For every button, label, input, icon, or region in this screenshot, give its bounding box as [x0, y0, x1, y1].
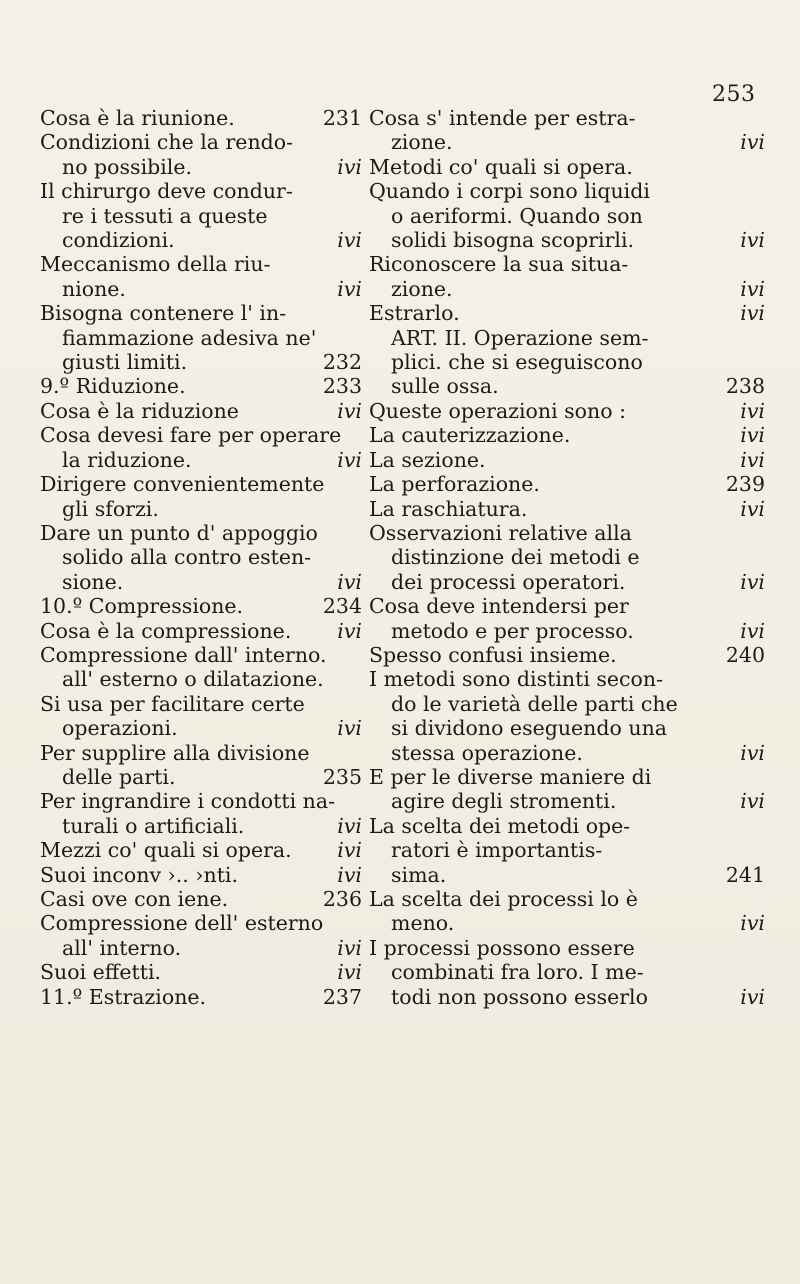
- index-entry-text: Estrarlo.: [369, 301, 460, 326]
- index-entry-text: Per supplire alla divisione: [40, 740, 310, 765]
- index-entry: [369, 667, 765, 691]
- index-entry-text: metodo e per processo.: [391, 618, 634, 643]
- index-entry: [40, 423, 362, 447]
- index-entry: [369, 130, 765, 154]
- index-entry: [40, 619, 362, 643]
- index-entry-text: Cosa è la riunione.: [40, 106, 235, 130]
- index-entry-text: sulle ossa.: [391, 374, 499, 399]
- index-entry-text: Compressione dell' esterno: [40, 911, 324, 936]
- index-entry-page-ref: ivi: [740, 618, 765, 643]
- index-entry: [369, 521, 765, 545]
- index-entry-text: La scelta dei processi lo è: [369, 887, 638, 911]
- index-entry-text: 9.º Riduzione.: [40, 374, 186, 399]
- index-entry-page-ref: ivi: [740, 301, 765, 326]
- index-entry-text: La raschiatura.: [369, 496, 528, 521]
- index-entry-page-ref: 238: [725, 374, 765, 399]
- index-entry: [40, 936, 362, 960]
- index-entry-text: turali o artificiali.: [62, 813, 245, 838]
- index-entry-text: Il chirurgo deve condur-: [40, 179, 293, 204]
- index-entry-page-ref: 239: [725, 472, 765, 497]
- index-entry: [369, 765, 765, 789]
- index-entry-text: Casi ove con iene.: [40, 887, 229, 911]
- index-entry-text: gli sforzi.: [62, 496, 159, 521]
- index-entry-text: La sezione.: [369, 447, 486, 472]
- index-entry-text: nione.: [62, 276, 126, 301]
- index-entry-text: I metodi sono distinti secon-: [369, 667, 663, 692]
- index-entry-page-ref: 235: [322, 764, 362, 789]
- index-entry-page-ref: ivi: [337, 960, 362, 985]
- index-entry-text: 10.º Compressione.: [40, 594, 244, 619]
- index-entry: [40, 545, 362, 569]
- index-entry: [40, 179, 362, 203]
- index-entry-text: no possibile.: [62, 154, 193, 179]
- index-entry-text: Compressione dall' interno.: [40, 642, 327, 667]
- index-entry-page-ref: ivi: [337, 276, 362, 301]
- index-entry-text: operazioni.: [62, 716, 178, 741]
- index-entry-text: all' interno.: [62, 935, 182, 960]
- index-entry-text: Cosa devesi fare per operare: [40, 423, 342, 448]
- index-entry: [369, 814, 765, 838]
- index-entry-page-ref: ivi: [337, 154, 362, 179]
- index-entry-page-ref: ivi: [740, 276, 765, 301]
- index-entry-text: zione.: [391, 130, 453, 155]
- index-entry: [40, 667, 362, 691]
- index-entry-text: do le varietà delle parti che: [391, 691, 678, 716]
- index-entry-text: fiammazione adesiva ne': [62, 325, 317, 350]
- index-entry: [40, 301, 362, 325]
- index-entry-text: Riconoscere la sua situa-: [369, 252, 629, 277]
- index-entry-page-ref: 233: [322, 374, 362, 399]
- index-entry-text: Osservazioni relative alla: [369, 520, 632, 545]
- index-entry-text: zione.: [391, 276, 453, 301]
- index-entry-text: Suoi inconv ›.. ›nti.: [40, 862, 239, 887]
- index-entry-text: 11.º Estrazione.: [40, 984, 207, 1009]
- index-entry: [40, 204, 362, 228]
- index-entry-text: giusti limiti.: [62, 350, 188, 375]
- index-entry: [369, 399, 765, 423]
- index-entry-text: solido alla contro esten-: [62, 545, 312, 570]
- index-entry-text: ratori è importantis-: [391, 838, 603, 863]
- index-entry-text: I processi possono essere: [369, 935, 635, 960]
- index-entry: [369, 985, 765, 1009]
- index-entry-text: ART. II. Operazione sem-: [391, 325, 649, 350]
- index-entry-text: Meccanismo della riu-: [40, 252, 271, 277]
- index-entry: [369, 936, 765, 960]
- index-entry: [40, 252, 362, 276]
- index-entry-text: la riduzione.: [62, 447, 192, 472]
- index-entry-text: Per ingrandire i condotti na-: [40, 789, 336, 814]
- index-entry: [369, 472, 765, 496]
- index-entry: [369, 448, 765, 472]
- index-entry-text: Condizioni che la rendo-: [40, 130, 294, 155]
- index-entry: [40, 448, 362, 472]
- index-entry: [369, 326, 765, 350]
- index-entry-page-ref: ivi: [740, 740, 765, 765]
- index-entry-text: si dividono eseguendo una: [391, 716, 667, 741]
- index-entry: [369, 252, 765, 276]
- index-entry: [369, 838, 765, 862]
- index-column-left: [40, 106, 362, 1009]
- index-entry: [40, 887, 362, 911]
- index-entry-text: plici. che si eseguiscono: [391, 350, 643, 375]
- index-entry-text: combinati fra loro. I me-: [391, 960, 644, 985]
- index-entry-text: Cosa s' intende per estra-: [369, 106, 636, 130]
- index-entry: [40, 789, 362, 813]
- index-entry-page-ref: 237: [322, 984, 362, 1009]
- index-entry-text: Mezzi co' quali si opera.: [40, 838, 292, 863]
- index-entry: [40, 570, 362, 594]
- index-entry: [40, 911, 362, 935]
- index-entry-text: Cosa è la riduzione: [40, 398, 239, 423]
- index-entry: [40, 497, 362, 521]
- index-entry-page-ref: ivi: [740, 789, 765, 814]
- index-entry: [369, 594, 765, 618]
- index-entry: [40, 643, 362, 667]
- index-entry: [40, 716, 362, 740]
- index-entry-page-ref: ivi: [337, 569, 362, 594]
- index-entry: [369, 643, 765, 667]
- index-entry: [40, 765, 362, 789]
- index-column-right: [369, 106, 765, 1009]
- index-entry-text: Si usa per facilitare certe: [40, 691, 305, 716]
- index-entry: [40, 521, 362, 545]
- index-entry: [369, 155, 765, 179]
- index-entry-text: Dare un punto d' appoggio: [40, 520, 318, 545]
- index-entry-page-ref: ivi: [337, 228, 362, 253]
- index-entry: [40, 326, 362, 350]
- index-entry: [40, 277, 362, 301]
- index-entry-page-ref: ivi: [337, 447, 362, 472]
- index-entry: [369, 863, 765, 887]
- index-entry-page-ref: ivi: [337, 813, 362, 838]
- index-entry: [40, 814, 362, 838]
- index-entry: [369, 716, 765, 740]
- index-entry-page-ref: ivi: [740, 447, 765, 472]
- index-entry: [369, 301, 765, 325]
- index-entry-text: condizioni.: [62, 228, 175, 253]
- index-entry: [40, 130, 362, 154]
- index-entry: [40, 838, 362, 862]
- index-entry: [369, 692, 765, 716]
- index-entry-text: re i tessuti a queste: [62, 203, 268, 228]
- index-entry-page-ref: 231: [322, 106, 362, 130]
- index-entry: [40, 472, 362, 496]
- index-entry-page-ref: 236: [322, 887, 362, 911]
- page-number: 253: [712, 82, 756, 107]
- index-entry: [40, 985, 362, 1009]
- index-entry-page-ref: ivi: [337, 862, 362, 887]
- index-entry-page-ref: ivi: [337, 838, 362, 863]
- index-entry: [369, 497, 765, 521]
- index-entry-page-ref: ivi: [740, 569, 765, 594]
- index-entry: [369, 911, 765, 935]
- index-entry-text: E per le diverse maniere di: [369, 764, 652, 789]
- index-entry-page-ref: ivi: [740, 496, 765, 521]
- index-entry-page-ref: 232: [322, 350, 362, 375]
- index-entry-page-ref: ivi: [337, 935, 362, 960]
- index-entry: [369, 741, 765, 765]
- index-entry-text: Metodi co' quali si opera.: [369, 154, 633, 179]
- index-entry-text: sima.: [391, 862, 447, 887]
- index-entry: [369, 619, 765, 643]
- index-entry-text: Suoi effetti.: [40, 960, 162, 985]
- index-entry: [369, 789, 765, 813]
- index-entry: [369, 570, 765, 594]
- index-entry-text: Bisogna contenere l' in-: [40, 301, 287, 326]
- index-entry-text: Cosa è la compressione.: [40, 618, 292, 643]
- index-entry-text: Cosa deve intendersi per: [369, 594, 629, 619]
- index-entry: [40, 155, 362, 179]
- index-entry: [369, 887, 765, 911]
- index-entry-page-ref: ivi: [337, 716, 362, 741]
- index-entry-page-ref: ivi: [740, 130, 765, 155]
- index-entry-text: todi non possono esserlo: [391, 984, 648, 1009]
- index-entry-text: all' esterno o dilatazione.: [62, 667, 324, 692]
- index-entry-text: distinzione dei metodi e: [391, 545, 640, 570]
- index-entry: [369, 423, 765, 447]
- index-entry: [40, 228, 362, 252]
- index-entry-page-ref: ivi: [740, 423, 765, 448]
- index-entry: [40, 741, 362, 765]
- index-entry: [369, 228, 765, 252]
- index-entry-page-ref: 241: [725, 862, 765, 887]
- index-entry-text: agire degli stromenti.: [391, 789, 617, 814]
- index-entry-text: Dirigere convenientemente: [40, 472, 325, 497]
- index-entry: [40, 863, 362, 887]
- index-entry-text: delle parti.: [62, 764, 176, 789]
- index-entry: [40, 960, 362, 984]
- index-entry: [40, 374, 362, 398]
- index-entry-text: dei processi operatori.: [391, 569, 626, 594]
- index-entry-text: Spesso confusi insieme.: [369, 642, 617, 667]
- index-entry-page-ref: ivi: [740, 398, 765, 423]
- index-entry: [369, 545, 765, 569]
- index-entry: [369, 350, 765, 374]
- index-entry-text: solidi bisogna scoprirli.: [391, 228, 635, 253]
- index-entry: [40, 350, 362, 374]
- index-entry-page-ref: ivi: [740, 228, 765, 253]
- index-entry-page-ref: 234: [322, 594, 362, 619]
- index-entry: [369, 374, 765, 398]
- index-entry-page-ref: ivi: [337, 398, 362, 423]
- index-entry: [40, 692, 362, 716]
- index-entry: [40, 106, 362, 130]
- index-entry: [40, 594, 362, 618]
- index-entry-text: sione.: [62, 569, 124, 594]
- index-entry: [369, 277, 765, 301]
- index-entry: [369, 204, 765, 228]
- index-entry-text: La cauterizzazione.: [369, 423, 571, 448]
- index-entry-text: Queste operazioni sono :: [369, 398, 626, 423]
- index-entry: [40, 399, 362, 423]
- index-entry-text: La perforazione.: [369, 472, 540, 497]
- index-entry-text: stessa operazione.: [391, 740, 583, 765]
- index-entry: [369, 960, 765, 984]
- index-entry-page-ref: 240: [725, 642, 765, 667]
- index-entry-text: Quando i corpi sono liquidi: [369, 179, 650, 204]
- index-entry-text: meno.: [391, 911, 455, 936]
- index-entry: [369, 179, 765, 203]
- index-entry-page-ref: ivi: [337, 618, 362, 643]
- index-entry-text: La scelta dei metodi ope-: [369, 813, 631, 838]
- index-entry-page-ref: ivi: [740, 911, 765, 936]
- index-entry: [369, 106, 765, 130]
- index-entry-page-ref: ivi: [740, 984, 765, 1009]
- index-entry-text: o aeriformi. Quando son: [391, 203, 643, 228]
